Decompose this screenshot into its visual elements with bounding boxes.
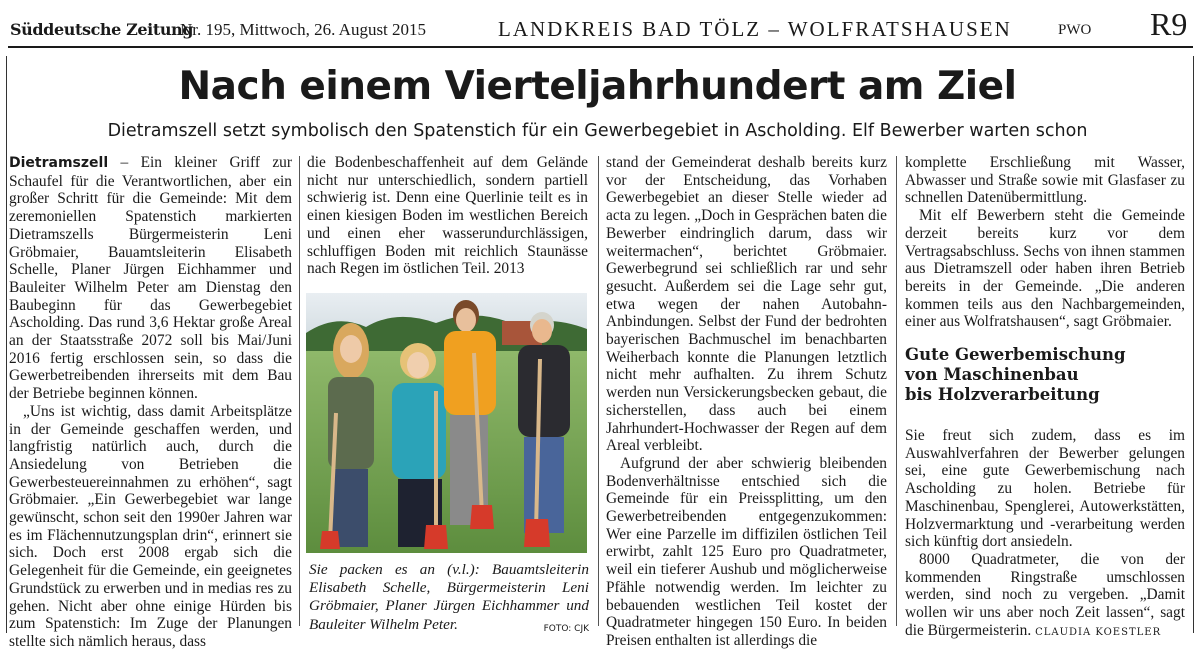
text-column-3 <box>606 154 887 650</box>
paragraph-text: – Ein kleiner Griff zur Schaufel für die Verantwortlichen, aber ein großer Schritt für die Gemeinde: Mit dem zeremoniellen Spatenstich markierten Dietramszells Bürgermeisterin Leni Gröbmaier, Bauamtsleiterin Elisabeth Schelle, Planer Jürgen Eichhammer und Bauleiter Wilhelm Peter am Dienstag den Baubeginn für das Gewerbegebiet Ascholding. Das rund 3,6 Hektar große Areal an der Staatsstraße 2072 soll bis Mai/Juni 2016 fertig erschlossen sein, so dass die Gewerbetreibenden ihrerseits mit dem Bau der Betriebe beginnen können. <box>9 154 292 403</box>
photo-illustration <box>306 293 587 553</box>
paragraph: komplette Erschließung mit Wasser, Abwasser und Straße sowie mit Glasfaser zu schnellen Datenübermittlung. <box>905 154 1185 207</box>
paragraph: „Uns ist wichtig, dass damit Arbeitsplätze in der Gemeinde geschaffen werden, und langfristig natürlich auch, durch die Ansiedelung von Betrieben die Gewerbesteuereinnahmen zu erhöhen“, sagt Gröbmaier. „Ein Gewerbegebiet war lange gewünscht, schon seit den 1990er Jahren war es im Flächennutzungsplan drin“, erinnert sie sich. Doch erst 2008 ergab sich die Gelegenheit für die Gemeinde, ein geeignetes Grundstück zu erwerben und in medias res zu gehen. Nicht aber ohne einige Hürden bis zum Spatenstich: Im Zuge der Planungen stellte sich nämlich heraus, dass <box>9 402 292 650</box>
article-headline: Nach einem Vierteljahrhundert am Ziel <box>178 64 1017 109</box>
article-subheadline: Dietramszell setzt symbolisch den Spatenstich für ein Gewerbegebiet in Ascholding. Elf Bewerber warten schon <box>107 121 1088 141</box>
dateline: Dietramszell <box>9 155 109 171</box>
issue-info: Nr. 195, Mittwoch, 26. August 2015 <box>180 20 427 39</box>
crosshead-line: bis Holzverarbeitung <box>905 385 1100 404</box>
paragraph: stand der Gemeinderat deshalb bereits kurz vor der Entscheidung, das Vorhaben Gewerbegebiet an dieser Stelle wieder ad acta zu legen. „Doch in Gesprächen baten die Bewerber eindringlich darum, dass wir weitermachen“, berichtet Gröbmaier. Gewerbegrund sei schließlich rar und sehr gesucht. Außerdem sei die Lage sehr gut, etwa wegen der nahen Autobahn-Anbindungen. Selbst der Fund der bedrohten bayerischen Bachmuschel im benachbarten Weiherbach konnte die Planungen letztlich nicht mehr aufhalten. Zu ihrem Schutz werden nun Versickerungsbecken gebaut, die sicherstellen, dass auch bei einem Jahrhundert-Hochwasser der Regen auf dem Areal verbleibt. <box>606 154 887 455</box>
masthead <box>0 0 1200 48</box>
photo-credit: FOTO: CJK <box>543 623 589 634</box>
section-title: LANDKREIS BAD TÖLZ – WOLFRATSHAUSEN <box>498 17 1012 41</box>
column-rule <box>299 156 300 626</box>
paragraph: Aufgrund der aber schwierig bleibenden Bodenverhältnisse entschied sich die Gemeinde für ein Preissplitting, um den Gewerbetreibenden entgegenzukommen: Wer eine Parzelle im diffizilen östlichen Teil erwirbt, zahlt 125 Euro pro Quadratmeter, weil ein tieferer Aushub und möglicherweise Pfähle notwendig werden. Im leichter zu bebauenden westlichen Teil kostet der Quadratmeter hingegen 150 Euro. In beiden Preisen enthalten ist allerdings die <box>606 454 887 649</box>
paragraph <box>9 154 292 403</box>
text-column-4a <box>905 154 1185 331</box>
page-number: R9 <box>1150 6 1188 42</box>
photo-caption <box>309 561 589 638</box>
crosshead-line: von Maschinenbau <box>905 365 1079 384</box>
text-column-2 <box>307 154 588 278</box>
text-column-1 <box>9 154 292 651</box>
author-byline: CLAUDIA KOESTLER <box>1035 626 1162 638</box>
paragraph-text: 8000 Quadratmeter, die von der kommenden Ringstraße umschlossen werden, sind noch zu vergeben. „Damit wollen wir uns aber noch Zeit lassen“, sagt die Bürgermeisterin. <box>905 550 1185 639</box>
column-rule <box>598 156 599 626</box>
masthead-rule <box>8 46 1193 48</box>
text-column-4b <box>905 427 1185 641</box>
paragraph: Mit elf Bewerbern steht die Gemeinde derzeit bereits kurz vor dem Vertragsabschluss. Sechs von ihnen stammen aus Dietramszell oder haben ihren Betrieb bereits in der Gemeinde. „Die anderen kommen teils aus den Nachbargemeinden, einer aus Wolfratshausen“, sagt Gröbmaier. <box>905 207 1185 331</box>
paragraph: die Bodenbeschaffenheit auf dem Gelände nicht nur unterschiedlich, sondern partiell schwierig ist. Denn eine Querlinie teilt es in einen kiesigen Boden im westlichen Bereich und einen eher wasserundurchlässigen, schluffigen Boden mit reichlich Staunässe nach Regen im östlichen Teil. 2013 <box>307 154 588 278</box>
column-rule <box>896 156 897 626</box>
region-code: PWO <box>1058 22 1092 38</box>
crosshead-line: Gute Gewerbemischung <box>905 345 1126 364</box>
left-margin-rule <box>6 56 7 633</box>
article-photo <box>306 293 587 553</box>
caption-text: Sie packen es an (v.l.): Bauamtsleiterin Elisabeth Schelle, Bürgermeisterin Leni Gröbmaier, Planer Jürgen Eichhammer und Bauleiter Wilhelm Peter. <box>309 561 589 633</box>
paragraph: Sie freut sich zudem, dass es im Auswahlverfahren der Bewerber gelungen sei, eine gute Gewerbemischung nach Ascholding zu holen. Betriebe für Maschinenbau, Spenglerei, Autowerkstätten, Holzvermarktung und -verarbeitung werden sich künftig dort ansiedeln. <box>905 427 1185 551</box>
paragraph <box>905 551 1185 642</box>
newspaper-logo: Süddeutsche Zeitung <box>10 20 194 39</box>
crosshead <box>905 345 1195 405</box>
